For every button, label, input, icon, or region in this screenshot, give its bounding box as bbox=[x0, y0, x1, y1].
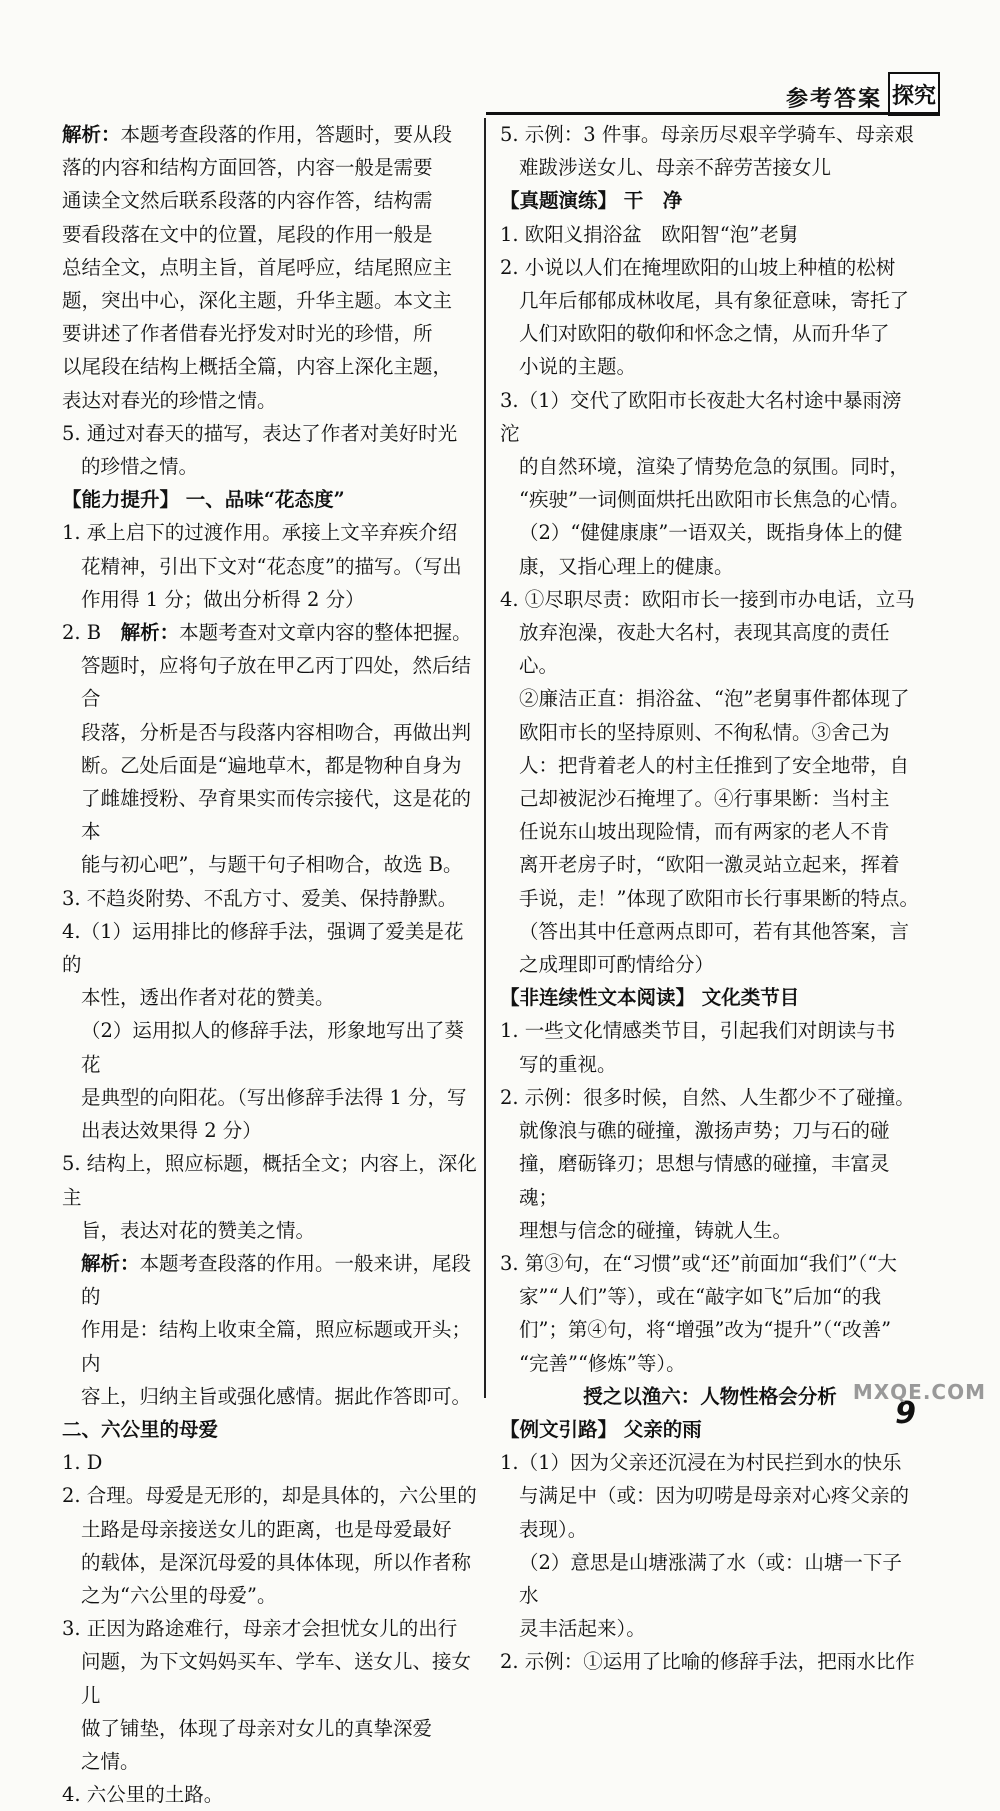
text-line: 之成理即可酌情给分） bbox=[519, 953, 715, 977]
text-line: “疾驶”一词侧面烘托出欧阳市长焦急的心情。 bbox=[519, 488, 910, 512]
header-title: 参考答案 bbox=[785, 86, 882, 112]
text-line: 人们对欧阳的敬仰和怀念之情，从而升华了 bbox=[519, 322, 890, 346]
text-line: 手说，走！”体现了欧阳市长行事果断的特点。 bbox=[519, 886, 919, 910]
text-line: 3. 第③句，在“习惯”或“还”前面加“我们”（“大 bbox=[500, 1251, 897, 1275]
text-line: 以尾段在结构上概括全篇，内容上深化主题， bbox=[62, 355, 453, 379]
text-line: 答题时，应将句子放在甲乙丙丁四处，然后结合 bbox=[81, 654, 472, 711]
text-line: 表现）。 bbox=[519, 1517, 588, 1541]
text-line: 2. 示例：很多时候，自然、人生都少不了碰撞。 bbox=[500, 1085, 915, 1109]
text-line: 问题，为下文妈妈买车、学车、送女儿、接女儿 bbox=[81, 1650, 472, 1707]
text-line: 们”；第④句，将“增强”改为“提升”（“改善” bbox=[519, 1318, 892, 1342]
text-line: 1. 欧阳义捐浴盆 欧阳智“泡”老舅 bbox=[500, 222, 799, 246]
right-column bbox=[500, 118, 920, 1679]
text-line: ②廉洁正直：捐浴盆、“泡”老舅事件都体现了 bbox=[519, 687, 910, 711]
text-line: 3. 不趋炎附势、不乱方寸、爱美、保持静默。 bbox=[62, 886, 458, 910]
text-line: 落的内容和结构方面回答，内容一般是需要 bbox=[62, 156, 433, 180]
text-line: 5. 结构上，照应标题，概括全文；内容上，深化主 bbox=[62, 1152, 477, 1209]
text-line: 断。乙处后面是“遍地草木，都是物种自身为 bbox=[81, 753, 462, 777]
text-line: 任说东山坡出现险情，而有两家的老人不肯 bbox=[519, 820, 890, 844]
section-heading: 【非连续性文本阅读】 文化类节目 bbox=[500, 986, 800, 1010]
text-line: 能与初心吧”，与题干句子相吻合，故选 B。 bbox=[81, 853, 463, 877]
text-line: 旨，表达对花的赞美之情。 bbox=[81, 1218, 316, 1242]
text-line: 理想与信念的碰撞，铸就人生。 bbox=[519, 1218, 793, 1242]
text-line: 要看段落在文中的位置，尾段的作用一般是 bbox=[62, 222, 433, 246]
text-line: （2）运用拟人的修辞手法，形象地写出了葵花 bbox=[81, 1019, 464, 1076]
text-line: 3. 正因为路途难行，母亲才会担忧女儿的出行 bbox=[62, 1617, 458, 1641]
text-line: 小说的主题。 bbox=[519, 355, 637, 379]
text-line: 解析：本题考查段落的作用。一般来讲，尾段的 bbox=[81, 1251, 472, 1309]
text-line: 段落，分析是否与段落内容相吻合，再做出判 bbox=[81, 720, 472, 744]
text-line: 1. 承上启下的过渡作用。承接上文辛弃疾介绍 bbox=[62, 521, 458, 545]
section-heading: 授之以渔六：人物性格会分析 bbox=[583, 1384, 837, 1408]
text-line: “完善”“修炼”等）。 bbox=[519, 1351, 686, 1375]
text-line: 5. 示例：3 件事。母亲历尽艰辛学骑车、母亲艰 bbox=[500, 123, 914, 146]
text-line: 之情。 bbox=[81, 1749, 140, 1773]
text-line: 3.（1）交代了欧阳市长夜赴大名村途中暴雨滂沱 bbox=[500, 388, 902, 445]
text-line: 表达对春光的珍惜之情。 bbox=[62, 388, 277, 412]
text-line: 家”“人们”等），或在“敲字如飞”后加“的我 bbox=[519, 1285, 882, 1309]
left-column bbox=[62, 118, 482, 1811]
text-line: 的自然环境，渲染了情势危急的氛围。同时， bbox=[519, 455, 910, 479]
text-line: 总结全文，点明主旨，首尾呼应，结尾照应主 bbox=[62, 255, 453, 279]
text-line: 出表达效果得 2 分） bbox=[81, 1119, 262, 1143]
text-line: 撞，磨砺锋刃；思想与情感的碰撞，丰富灵魂； bbox=[519, 1152, 890, 1209]
text-line: （2）意思是山塘涨满了水（或：山塘一下子水 bbox=[519, 1550, 902, 1607]
text-line: 是典型的向阳花。（写出修辞手法得 1 分，写 bbox=[81, 1085, 467, 1109]
text-line: 作用是：结构上收束全篇，照应标题或开头；内 bbox=[81, 1318, 472, 1375]
text-line: 2. 示例：①运用了比喻的修辞手法，把雨水比作 bbox=[500, 1650, 915, 1674]
header-rule bbox=[486, 112, 940, 115]
text-line: 2. 合理。母爱是无形的，却是具体的，六公里的 bbox=[62, 1484, 477, 1508]
text-line: 做了铺垫，体现了母亲对女儿的真挚深爱 bbox=[81, 1716, 433, 1740]
text-line: 之为“六公里的母爱”。 bbox=[81, 1583, 277, 1607]
text-line: 的载体，是深沉母爱的具体体现，所以作者称 bbox=[81, 1550, 472, 1574]
text-line: 人：把背着老人的村主任推到了安全地带，自 bbox=[519, 753, 910, 777]
column-divider bbox=[484, 118, 486, 1398]
text-line: 要讲述了作者借春光抒发对时光的珍惜，所 bbox=[62, 322, 433, 346]
text-line: 灵丰活起来）。 bbox=[519, 1617, 646, 1641]
text-line: 通读全文然后联系段落的内容作答，结构需 bbox=[62, 189, 433, 213]
text-line: 本性，透出作者对花的赞美。 bbox=[81, 986, 335, 1010]
text-line: 离开老房子时，“欧阳一激灵站立起来，挥着 bbox=[519, 853, 900, 877]
text-line: 康，又指心理上的健康。 bbox=[519, 554, 734, 578]
text-line: 就像浪与礁的碰撞，激扬声势；刀与石的碰 bbox=[519, 1119, 890, 1143]
text-line: 2. 小说以人们在掩埋欧阳的山坡上种植的松树 bbox=[500, 255, 896, 279]
text-line: 容上，归纳主旨或强化感情。据此作答即可。 bbox=[81, 1384, 472, 1408]
text-line: 4. ①尽职尽责：欧阳市长一接到市办电话，立马 bbox=[500, 587, 915, 611]
page-header bbox=[56, 72, 940, 112]
text-line: 几年后郁郁成林收尾，具有象征意味，寄托了 bbox=[519, 289, 910, 313]
text-line: 花精神，引出下文对“花态度”的描写。（写出 bbox=[81, 554, 462, 578]
text-line: 放弃泡澡，夜赴大名村，表现其高度的责任心。 bbox=[519, 621, 890, 678]
text-line: （答出其中任意两点即可，若有其他答案，言 bbox=[519, 919, 910, 943]
text-line: 写的重视。 bbox=[519, 1052, 617, 1076]
text-line: 难跋涉送女儿、母亲不辞劳苦接女儿 bbox=[519, 156, 832, 180]
text-line: 作用得 1 分；做出分析得 2 分） bbox=[81, 587, 365, 611]
text-line: 5. 通过对春天的描写，表达了作者对美好时光 bbox=[62, 421, 458, 445]
section-heading: 【例文引路】 父亲的雨 bbox=[500, 1417, 702, 1441]
watermark: MXQE.COM bbox=[852, 1380, 986, 1404]
text-line: 欧阳市长的坚持原则、不徇私情。③舍己为 bbox=[519, 720, 890, 744]
text-line: 己却被泥沙石掩埋了。④行事果断：当村主 bbox=[519, 787, 890, 811]
text-line: 的珍惜之情。 bbox=[81, 455, 199, 479]
text-line: 土路是母亲接送女儿的距离，也是母爱最好 bbox=[81, 1517, 452, 1541]
section-heading: 【能力提升】 一、品味“花态度” bbox=[62, 488, 345, 512]
text-line: 4. 六公里的土路。 bbox=[62, 1783, 224, 1807]
text-line: 2. B 解析：本题考查对文章内容的整体把握。 bbox=[62, 621, 472, 645]
text-line: 与满足中（或：因为叨唠是母亲对心疼父亲的 bbox=[519, 1484, 910, 1508]
text-line: 1. D bbox=[62, 1451, 103, 1475]
text-line: 1. 一些文化情感类节目，引起我们对朗读与书 bbox=[500, 1019, 896, 1043]
text-line: （2）“健健康康”一语双关，既指身体上的健 bbox=[519, 521, 903, 545]
text-line: 4.（1）运用排比的修辞手法，强调了爱美是花的 bbox=[62, 919, 464, 977]
text-line: 解析：本题考查段落的作用，答题时，要从段 bbox=[62, 123, 453, 146]
section-heading: 二、六公里的母爱 bbox=[62, 1417, 219, 1441]
section-heading: 【真题演练】 干 净 bbox=[500, 189, 683, 213]
brand-logo-icon: 探究 bbox=[888, 72, 940, 116]
page-number: 9 bbox=[895, 1396, 916, 1431]
text-line: 1.（1）因为父亲还沉浸在为村民拦到水的快乐 bbox=[500, 1451, 902, 1475]
text-line: 题，突出中心，深化主题，升华主题。本文主 bbox=[62, 289, 453, 313]
text-line: 了雌雄授粉、孕育果实而传宗接代，这是花的本 bbox=[81, 787, 472, 844]
